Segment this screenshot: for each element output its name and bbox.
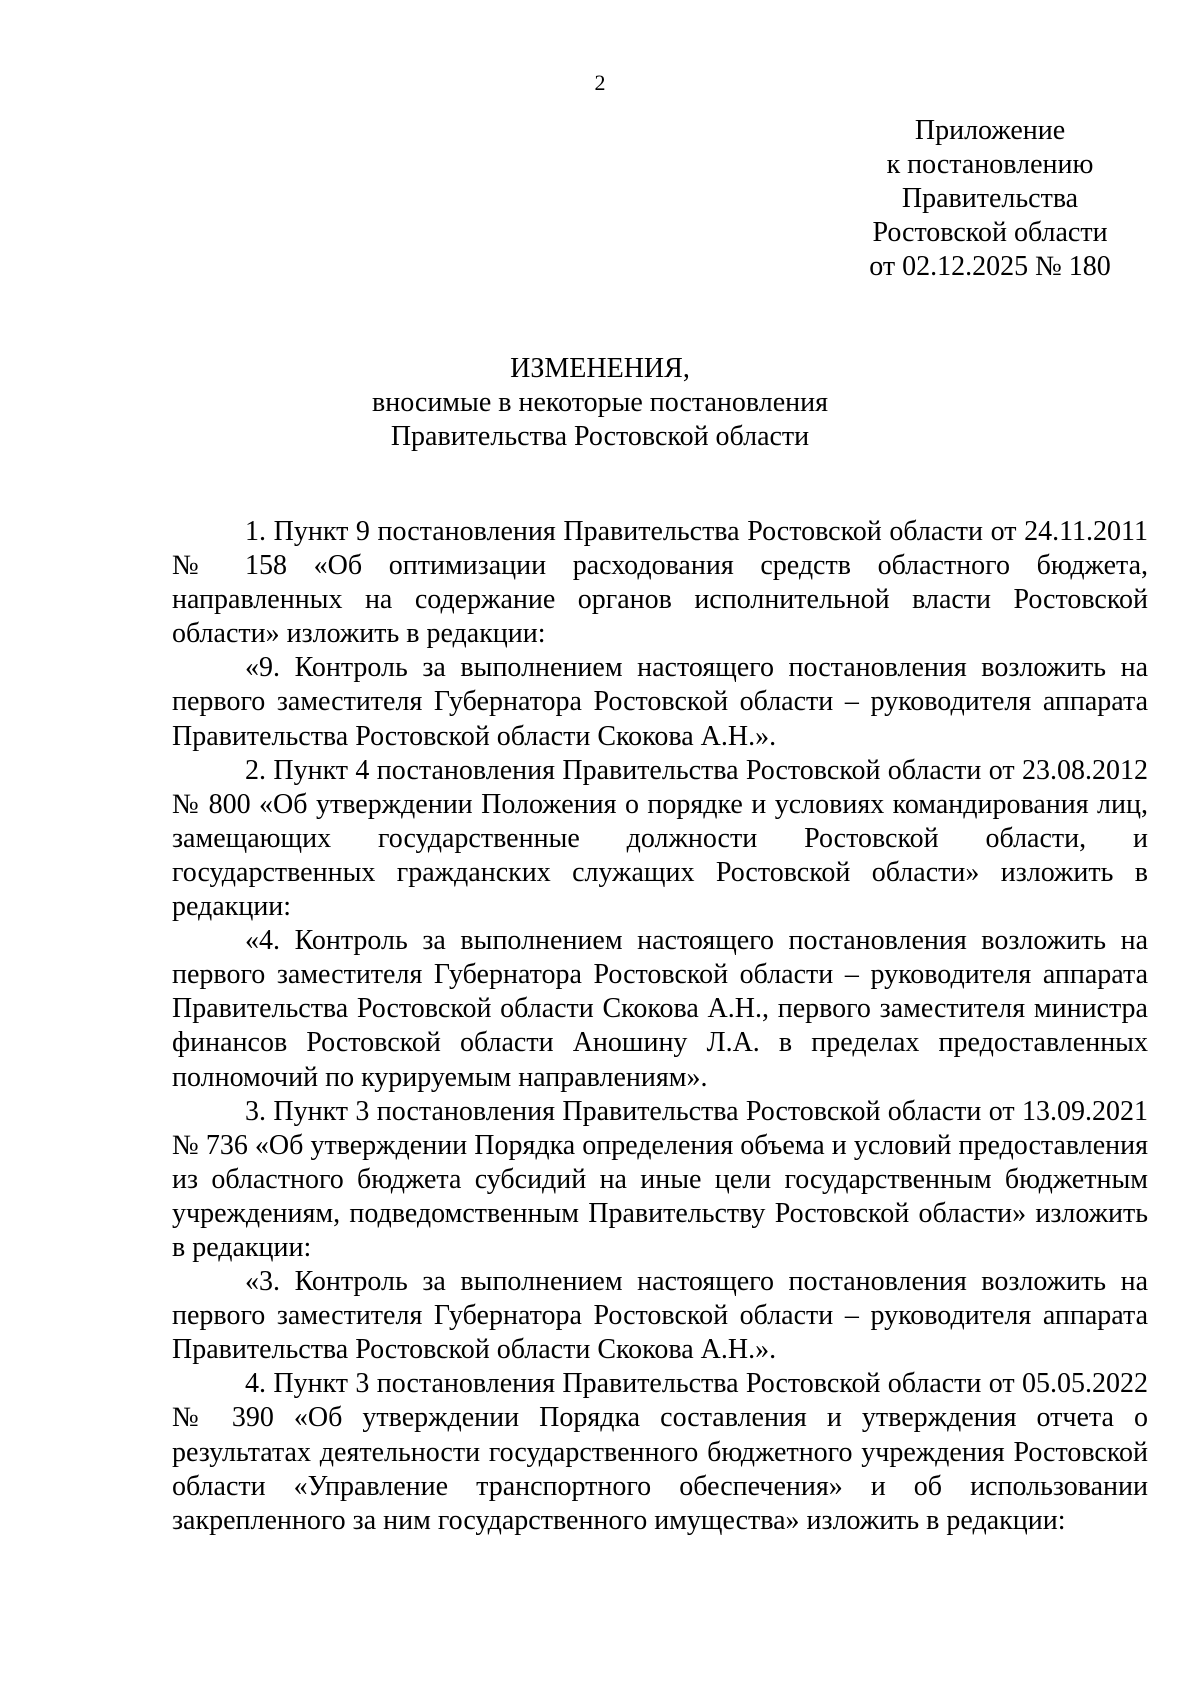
appendix-line: Ростовской области bbox=[872, 217, 1108, 248]
appendix-line: Правительства bbox=[901, 183, 1079, 214]
page-number: 2 bbox=[594, 70, 606, 95]
paragraph: 4. Пункт 3 постановления Правительства Ростовской области от 05.05.2022 № 390 «Об утверждении Порядка составления и утверждения отчета о результатах деятельности государственного бюджетного учреждения Ростовской области «Управление транспортного обеспечения» и об использовании закрепленного за ним государственного имущества» изложить в редакции: bbox=[172, 1368, 1148, 1536]
document-body bbox=[172, 515, 1148, 1538]
appendix-line: от 02.12.2025 № 180 bbox=[869, 251, 1111, 282]
appendix-block bbox=[840, 114, 1140, 284]
appendix-line: Приложение bbox=[914, 115, 1066, 146]
title-subtitle: Правительства Ростовской области bbox=[390, 421, 810, 452]
paragraph: «9. Контроль за выполнением настоящего постановления возложить на первого заместителя Губернатора Ростовской области – руководителя аппарата Правительства Ростовской области Скокова А.Н.». bbox=[172, 652, 1148, 752]
paragraph: 1. Пункт 9 постановления Правительства Ростовской области от 24.11.2011 № 158 «Об оптимизации расходования средств областного бюджета, направленных на содержание органов исполнительной власти Ростовской области» изложить в редакции: bbox=[172, 516, 1148, 650]
title-heading: ИЗМЕНЕНИЯ, bbox=[510, 353, 690, 384]
paragraph: «4. Контроль за выполнением настоящего постановления возложить на первого заместителя Губернатора Ростовской области – руководителя аппарата Правительства Ростовской области Скокова А.Н., первого заместителя министра финансов Ростовской области Аношину Л.А. в пределах предоставленных полномочий по курируемым направлениям». bbox=[172, 925, 1148, 1093]
appendix-line: к постановлению bbox=[886, 149, 1094, 180]
paragraph: 2. Пункт 4 постановления Правительства Ростовской области от 23.08.2012 № 800 «Об утверждении Положения о порядке и условиях командирования лиц, замещающих государственные должности Ростовской области, и государственных гражданских служащих Ростовской области» изложить в редакции: bbox=[172, 754, 1148, 923]
paragraph: 3. Пункт 3 постановления Правительства Ростовской области от 13.09.2021 № 736 «Об утверждении Порядка определения объема и условий предоставления из областного бюджета субсидий на иные цели государственным бюджетным учреждениям, подведомственным Правительству Ростовской области» изложить в редакции: bbox=[172, 1095, 1148, 1263]
paragraph: «3. Контроль за выполнением настоящего постановления возложить на первого заместителя Губернатора Ростовской области – руководителя аппарата Правительства Ростовской области Скокова А.Н.». bbox=[172, 1266, 1148, 1366]
document-title bbox=[0, 352, 1200, 454]
title-subtitle: вносимые в некоторые постановления bbox=[371, 387, 829, 418]
